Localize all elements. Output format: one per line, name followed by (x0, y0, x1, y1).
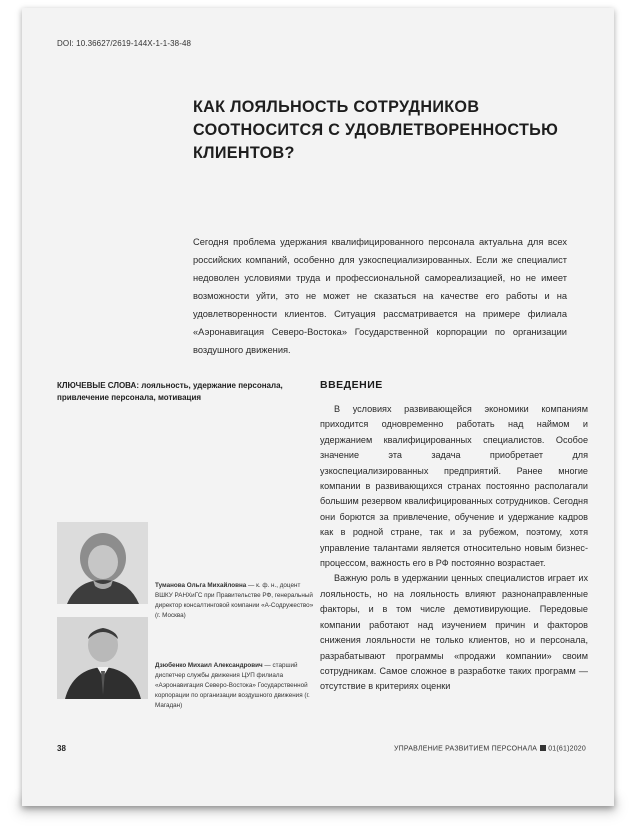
author-1-info (155, 581, 315, 621)
journal-footer (394, 745, 586, 753)
keywords-label: КЛЮЧЕВЫЕ СЛОВА: (57, 381, 139, 390)
author-2-details: — старший диспетчер службы движения ЦУП филиала «Аэронавигация Северо-Востока» Государственной корпорации по организации воздушного движения (г. Магадан) (155, 662, 310, 709)
abstract: Сегодня проблема удержания квалифицированного персонала актуальна для всех российских компаний, особенно для узкоспециализированных. Если же специалист недоволен условиями труда и профессиональной самореализацией, но не имеет возможности уйти, это не может не сказаться на качестве его работы и на удовлетворенности клиентов. Ситуация рассматривается на примере филиала «Аэронавигация Северо-Востока» Государственной корпорации по организации воздушного движения. (193, 237, 567, 355)
author-photo-1 (57, 522, 148, 604)
body-paragraph: В условиях развивающейся экономики компаниям приходится одновременно работать над наймом и удержанием квалифицированных специалистов. Особое значение эта задача приобретает для узкоспециализированных предприятий. Ранее многие компании в развивающихся странах постоянно располагали большим резервом квалифицированных сотрудников. Сегодня они борются за привлечение, обучение и удержание кадров как в родной стране, так и за рубежом, поэтому, хотя управление талантами является относительно новым бизнес-процессом, важность его в РФ постоянно возрастает. (320, 404, 588, 569)
article-title: КАК ЛОЯЛЬНОСТЬ СОТРУДНИКОВ СООТНОСИТСЯ С УДОВЛЕТВОРЕННОСТЬЮ КЛИЕНТОВ? (193, 98, 559, 162)
author-1-name: Туманова Ольга Михайловна (155, 582, 247, 589)
journal-issue: 01(61)2020 (548, 745, 586, 753)
journal-name: УПРАВЛЕНИЕ РАЗВИТИЕМ ПЕРСОНАЛА (394, 745, 538, 753)
doi-text: DOI: 10.36627/2619-144X-1-1-38-48 (57, 39, 192, 48)
body-paragraph: Важную роль в удержании ценных специалистов играет их лояльность, но на лояльность влияют разнонаправленные факторы, и в том числе демотивирующие. Передовые компании работают над изучением причин и факторов снижения лояльности не только клиентов, но и персонала, разрабатывают программы «продажи компании» своим сотрудникам. Самое сложное в разработке таких программ — отсутствие в критериях оценки (320, 573, 588, 692)
author-photo-2 (57, 617, 148, 699)
body-text (320, 402, 588, 695)
author-2-name: Дзюбенко Михаил Александрович (155, 662, 263, 669)
author-1-details: — к. ф. н., доцент ВШКУ РАНХиГС при Правительстве РФ, генеральный директор консалтинговой компании «А-Содружество» (г. Москва) (155, 582, 314, 619)
keywords-block (57, 380, 287, 404)
author-2-info (155, 661, 315, 711)
square-bullet-icon (540, 745, 546, 751)
page-number: 38 (57, 744, 66, 753)
section-title-introduction: ВВЕДЕНИЕ (320, 379, 383, 391)
keywords-text: лояльность, удержание персонала, привлечение персонала, мотивация (57, 381, 283, 402)
